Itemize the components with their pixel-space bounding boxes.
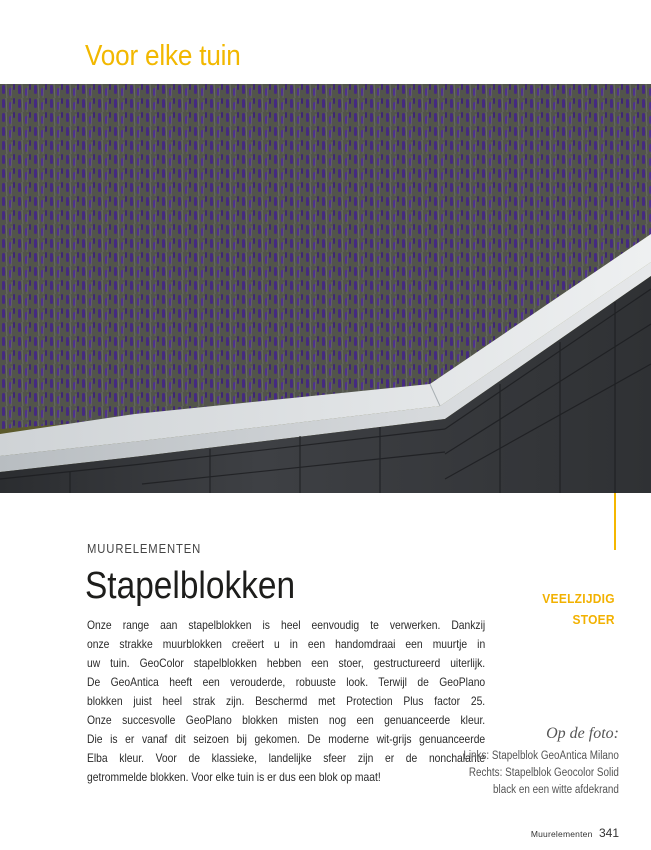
accent-divider-line [614, 493, 616, 550]
garden-wall-photo [0, 84, 651, 493]
page-footer [531, 824, 619, 842]
body-line: onze strakke muurblokken creëert u in een handomdraai een muurtje in [87, 637, 486, 651]
feature-tag: STOER [572, 612, 615, 627]
body-line: Onze range aan stapelblokken is heel eenvoudig te verwerken. Dankzij [87, 618, 486, 632]
body-line: Onze succesvolle GeoPlano blokken misten nog een genuanceerde kleur. [87, 713, 486, 727]
body-line: blokken juist heel strak zijn. Beschermd met Protection Plus factor 25. [87, 694, 486, 708]
caption-line: black en een witte afdekrand [493, 784, 619, 796]
body-line: uw tuin. GeoColor stapelblokken hebben een stoer, gestructureerd uiterlijk. [87, 656, 486, 670]
footer-section-label: Muurelementen [530, 829, 593, 839]
body-line: De GeoAntica heeft een verouderde, robuuste look. Terwijl de GeoPlano [87, 675, 486, 689]
photo-caption [438, 725, 619, 799]
page-header-title: Voor elke tuin [85, 40, 241, 72]
feature-tag: VEELZIJDIG [542, 591, 615, 606]
body-line: getrommelde blokken. Voor elke tuin is er dus een blok op maat! [87, 770, 381, 784]
body-paragraph [87, 616, 487, 787]
body-line: Elba kleur. Voor de klassieke, landelijke sfeer zijn er de nonchalante [87, 751, 486, 765]
feature-tags [536, 588, 615, 630]
caption-line: Rechts: Stapelblok Geocolor Solid [468, 767, 619, 779]
caption-line: Links: Stapelblok GeoAntica Milano [463, 750, 619, 762]
page-number: 341 [598, 826, 619, 840]
page-heading: Stapelblokken [85, 565, 296, 607]
section-label: MUURELEMENTEN [87, 542, 202, 556]
caption-title: Op de foto: [546, 725, 619, 742]
body-line: Die is er vanaf dit seizoen bij gekomen. De moderne wit-grijs genuanceerde [87, 732, 486, 746]
